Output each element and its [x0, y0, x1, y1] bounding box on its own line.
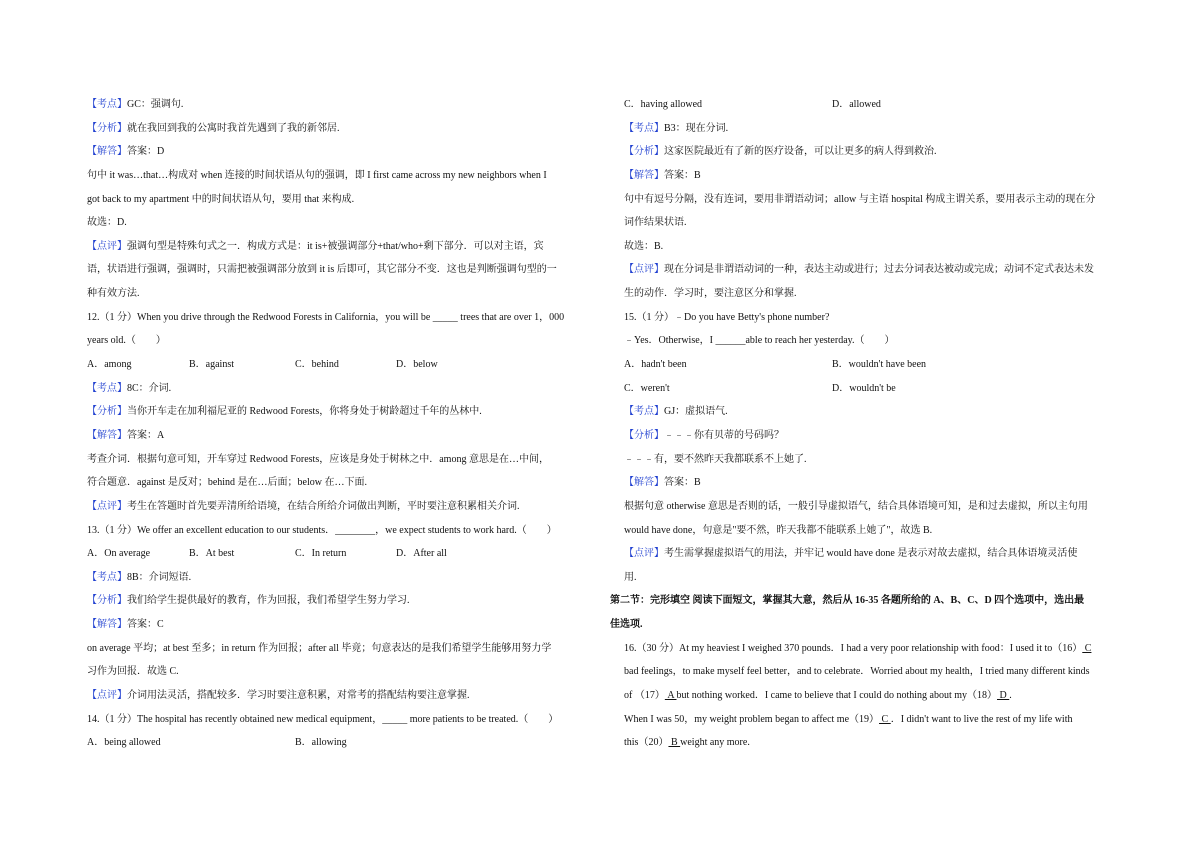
q11-dianping-2: 语，状语进行强调，强调时，只需把被强调部分放到 it is 后即可，其它部分不变．这也是判断强调句型的一 [87, 264, 557, 276]
q14-option-b: B．allowing [295, 737, 347, 749]
q12-option-c: C．behind [295, 359, 339, 371]
q15-options-cd [624, 377, 1129, 401]
q15-option-a: A．hadn't been [624, 359, 687, 371]
section-heading-2: 佳选项. [610, 619, 643, 631]
q13-dianping: 【点评】介词用法灵活，搭配较多．学习时要注意积累，对常考的搭配结构要注意掌握. [87, 690, 470, 702]
q12-explanation-1: 考查介词．根据句意可知，开车穿过 Redwood Forests，应该是身处于树林之中．among 意思是在…中间， [87, 453, 549, 465]
q13-fenxi: 【分析】我们给学生提供最好的教育，作为回报，我们希望学生努力学习. [87, 595, 410, 607]
q15-dianping-2: 用. [624, 571, 637, 583]
q13-option-d: D．After all [396, 548, 447, 560]
fenxi-tag: 【分析】 [87, 122, 127, 134]
answer-19: C [879, 713, 891, 725]
q14-dianping-2: 生的动作．学习时，要注意区分和掌握. [624, 288, 797, 300]
q14-jieda: 【解答】答案：B [624, 169, 701, 181]
q12-stem: 12.（1 分）When you drive through the Redwood Forests in California，you will be _____ trees that are over 1，000 [87, 311, 565, 323]
q14-explanation-2: 词作结果状语. [624, 217, 687, 229]
kaodian-tag: 【考点】 [87, 99, 127, 110]
q12-fenxi: 【分析】当你开车走在加利福尼亚的 Redwood Forests，你将身处于树龄超过千年的丛林中. [87, 406, 482, 418]
q14-option-c: C．having allowed [624, 99, 703, 110]
q11-explanation-2: got back to my apartment 中的时间状语从句，要用 that 来构成. [87, 193, 355, 205]
q14-dianping: 【点评】现在分词是非谓语动词的一种，表达主动或进行；过去分词表达被动或完成；动词不定式表达未发 [624, 264, 1094, 276]
q12-option-b: B．against [189, 359, 234, 371]
dianping-tag: 【点评】 [87, 240, 127, 252]
q11-kaodian: 【考点】GC：强调句. [87, 99, 184, 110]
q12-dianping: 【点评】考生在答题时首先要弄清所给语境，在结合所给介词做出判断，平时要注意积累相关介词. [87, 500, 520, 512]
section-heading: 第二节：完形填空 阅读下面短文，掌握其大意，然后从 16-35 各题所给的 A、B、C、D 四个选项中，选出最 [610, 595, 1085, 607]
q14-explanation-1: 句中有逗号分隔，没有连词，要用非谓语动词；allow 与主语 hospital 构成主谓关系，要用表示主动的现在分 [624, 193, 1096, 205]
q15-dianping: 【点评】考生需掌握虚拟语气的用法，并牢记 would have done 是表示对故去虚拟，结合具体语境灵活使 [624, 548, 1078, 560]
q15-stem: 15.（1 分）﹣Do you have Betty's phone number? [624, 311, 830, 323]
q12-option-a: A．among [87, 359, 132, 371]
jieda-tag: 【解答】 [87, 146, 127, 158]
q13-option-a: A．On average [87, 548, 151, 560]
q14-option-a: A．being allowed [87, 737, 161, 749]
q11-explanation-1: 句中 it was…that…构成对 when 连接的时间状语从句的强调，即 I first came across my new neighbors when I [87, 169, 547, 181]
q16-line-4: When I was 50，my weight problem began to affect me（19） C ．I didn't want to live the rest of my life with [624, 713, 1073, 725]
q14-options [87, 731, 592, 755]
q15-options-ab [624, 353, 1129, 377]
q15-explanation-2: would have done，句意是"要不然，昨天我都不能联系上她了"，故选 B. [624, 524, 933, 536]
q11-conclusion: 故选：D. [87, 217, 127, 229]
q12-options [87, 353, 592, 377]
answer-17: A [664, 690, 677, 702]
q13-jieda: 【解答】答案：C [87, 619, 164, 631]
q15-fenxi-2: ﹣﹣﹣有，要不然昨天我都联系不上她了. [624, 453, 807, 465]
q13-explanation-1: on average 平均；at best 至多；in return 作为回报；after all 毕竟；句意表达的是我们希望学生能够用努力学 [87, 642, 552, 654]
q15-fenxi: 【分析】﹣﹣﹣你有贝蒂的号码吗？ [624, 429, 784, 441]
q11-dianping: 【点评】强调句型是特殊句式之一．构成方式是：it is+被强调部分+that/who+剩下部分．可以对主语，宾 [87, 240, 544, 252]
q15-stem-2: ﹣Yes．Otherwise，I ______able to reach her yesterday.（ ） [624, 335, 895, 347]
q15-option-d: D．wouldn't be [832, 382, 896, 394]
answer-20: B [668, 737, 681, 749]
q14-conclusion: 故选：B. [624, 240, 664, 252]
q13-options [87, 542, 592, 566]
q15-jieda: 【解答】答案：B [624, 477, 701, 489]
q16-line-3: of （17） A but nothing worked．I came to believe that I could do nothing about my（18） D . [624, 690, 1012, 702]
q12-kaodian: 【考点】8C：介词. [87, 382, 172, 394]
q14-option-d: D．allowed [832, 99, 881, 110]
q11-fenxi: 【分析】就在我回到我的公寓时我首先遇到了我的新邻居. [87, 122, 340, 134]
left-column [87, 93, 592, 755]
q16-line-5: this（20） B weight any more. [624, 737, 750, 749]
q13-kaodian: 【考点】8B：介词短语. [87, 571, 192, 583]
q11-dianping-3: 种有效方法. [87, 288, 140, 300]
q12-explanation-2: 符合题意．against 是反对；behind 是在…后面；below 在…下面. [87, 477, 367, 489]
q12-jieda: 【解答】答案：A [87, 429, 165, 441]
q15-option-c: C．weren't [624, 382, 670, 394]
q14-kaodian: 【考点】B3：现在分词. [624, 122, 729, 134]
q15-explanation-1: 根据句意 otherwise 意思是否则的话，一般引导虚拟语气，结合具体语境可知，是和过去虚拟，所以主句用 [624, 500, 1088, 512]
q14-fenxi: 【分析】这家医院最近有了新的医疗设备，可以让更多的病人得到救治. [624, 146, 937, 158]
q14-options-cd [624, 93, 1129, 117]
right-column [610, 93, 1129, 755]
q13-option-b: B．At best [189, 548, 235, 560]
q13-stem: 13.（1 分）We offer an excellent education to our students．________，we expect students to work hard.（ ） [87, 524, 557, 536]
answer-18: D [997, 690, 1010, 702]
q14-stem: 14.（1 分）The hospital has recently obtained new medical equipment，_____ more patients to be treated.（ ） [87, 713, 559, 725]
q11-jieda: 【解答】答案：D [87, 146, 165, 158]
q12-stem-2: years old.（ ） [87, 335, 166, 347]
q15-option-b: B．wouldn't have been [832, 359, 927, 371]
answer-16: C [1082, 642, 1092, 654]
q16-line-2: bad feelings，to make myself feel better，and to celebrate．Worried about my health，I tried many different kinds [624, 666, 1090, 678]
q12-option-d: D．below [396, 359, 438, 371]
q13-explanation-2: 习作为回报．故选 C. [87, 666, 179, 678]
q15-kaodian: 【考点】GJ：虚拟语气. [624, 406, 728, 418]
q16-line-1: 16.（30 分）At my heaviest I weighed 370 pounds．I had a very poor relationship with food：I used it to（16） C [624, 642, 1092, 654]
q13-option-c: C．In return [295, 548, 347, 560]
